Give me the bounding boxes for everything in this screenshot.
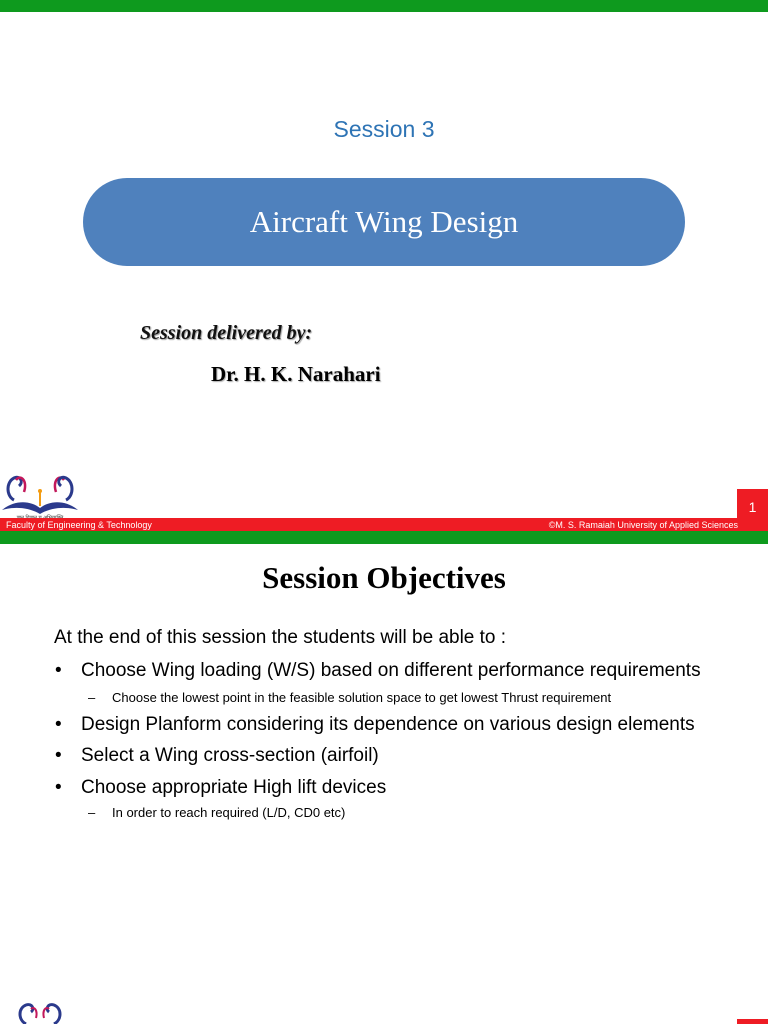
page-corner-marker	[737, 1019, 768, 1024]
university-logo-partial-icon	[0, 1002, 80, 1024]
footer-copyright: ©M. S. Ramaiah University of Applied Sciences	[548, 520, 738, 530]
objective-item	[55, 660, 701, 682]
slide-title: Aircraft Wing Design	[249, 204, 519, 239]
objective-text: Choose appropriate High lift devices	[81, 777, 387, 798]
bullet-icon: •	[55, 714, 62, 735]
dash-icon: –	[88, 805, 96, 820]
objective-text: Select a Wing cross-section (airfoil)	[81, 745, 379, 766]
session-number: Session 3	[333, 116, 435, 142]
footer-green-bar	[0, 531, 768, 544]
objective-text: Choose Wing loading (W/S) based on different performance requirements	[81, 660, 701, 681]
objective-subitem	[88, 690, 611, 705]
university-logo-icon	[0, 470, 80, 520]
dash-icon: –	[88, 690, 96, 705]
presenter-name: Dr. H. K. Narahari	[211, 362, 381, 386]
objective-subitem	[88, 805, 345, 820]
objective-subtext: In order to reach required (L/D, CD0 etc)	[112, 805, 346, 820]
objective-text: Design Planform considering its dependence on various design elements	[81, 714, 695, 735]
page-number: 1	[737, 489, 768, 525]
delivered-by-label: Session delivered by:	[140, 322, 313, 344]
objective-item	[55, 714, 695, 736]
footer-faculty: Faculty of Engineering & Technology	[6, 520, 152, 530]
bullet-icon: •	[55, 777, 62, 798]
bullet-icon: •	[55, 660, 62, 681]
objective-item	[55, 777, 386, 799]
objective-subtext: Choose the lowest point in the feasible solution space to get lowest Thrust requirement	[112, 690, 612, 705]
objectives-title: Session Objectives	[262, 560, 506, 595]
objectives-intro: At the end of this session the students will be able to :	[54, 627, 507, 648]
objective-item	[55, 745, 379, 767]
bullet-icon: •	[55, 745, 62, 766]
title-banner	[83, 178, 685, 266]
top-green-bar	[0, 0, 768, 12]
